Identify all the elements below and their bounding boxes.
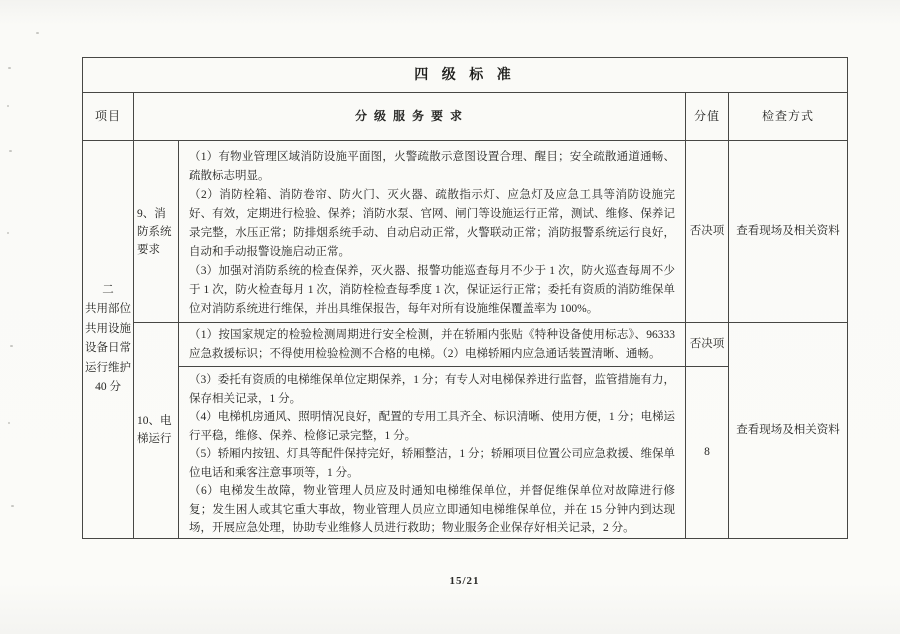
category-line: 40 分 (95, 381, 121, 394)
requirement-paragraph: （4）电梯机房通风、照明情况良好，配置的专用工具齐全、标识清晰、使用方便，1 分；电梯运行平稳，维修、保养、检修记录完整，1 分。 (189, 411, 675, 442)
requirements-fire-system (179, 141, 686, 323)
table-title-row (83, 58, 848, 93)
category-line: 共用设施 (85, 322, 131, 335)
table-header-row (83, 93, 848, 141)
scan-speck (7, 232, 9, 234)
category-line: 共用部位 (85, 303, 131, 316)
subitem-elevator: 10、电梯运行 (134, 323, 179, 539)
column-header-item: 项目 (83, 93, 134, 141)
column-header-requirements: 分 级 服 务 要 求 (134, 93, 686, 141)
requirements-elevator-veto (179, 323, 686, 367)
category-line: 设备日常 (85, 342, 131, 355)
requirement-paragraph: （5）轿厢内按钮、灯具等配件保持完好，轿厢整洁，1 分；轿厢项目位置公司应急救援、维保单位电话和乘客注意事项等，1 分。 (189, 448, 675, 479)
method-fire-system: 查看现场及相关资料 (729, 141, 848, 323)
requirement-paragraph: （1）有物业管理区域消防设施平面图，火警疏散示意图设置合理、醒目；安全疏散通道通畅、疏散标志明显。 (189, 151, 675, 182)
scan-speck (11, 505, 14, 507)
scan-speck (9, 150, 12, 152)
score-elevator-points: 8 (686, 367, 729, 539)
scan-speck (36, 32, 39, 34)
score-fire-system: 否决项 (686, 141, 729, 323)
scan-speck (8, 67, 11, 69)
requirement-paragraph: （3）委托有资质的电梯维保单位定期保养，1 分；有专人对电梯保养进行监督，监管措施有力，保存相关记录，1 分。 (189, 374, 675, 405)
category-line: 二 (102, 283, 114, 296)
requirement-paragraph: （1）按国家规定的检验检测周期进行安全检测，并在轿厢内张贴《特种设备使用标志》、96333 应急救援标识；不得使用检验检测不合格的电梯。（2）电梯轿厢内应急通话装置清晰、通畅。 (189, 329, 675, 360)
requirement-paragraph: （6）电梯发生故障，物业管理人员应及时通知电梯维保单位，并督促维保单位对故障进行修复；发生困人或其它重大事故，物业管理人员应立即通知电梯维保单位，并在 15 分钟内到达现场，开展应急处理，协助专业维修人员进行救助；物业服务企业保存好相关记录，2 分。 (189, 485, 675, 534)
page-number: 15/21 (449, 575, 480, 587)
table-title: 四 级 标 准 (83, 58, 848, 93)
subitem-fire-system: 9、消防系统要求 (134, 141, 179, 323)
score-elevator-veto: 否决项 (686, 323, 729, 367)
table-row-elevator-sub1 (83, 323, 848, 367)
scan-speck (7, 105, 9, 107)
method-elevator: 查看现场及相关资料 (729, 323, 848, 539)
table-row-fire-system (83, 141, 848, 323)
requirement-paragraph: （2）消防栓箱、消防卷帘、防火门、灭火器、疏散指示灯、应急灯及应急工具等消防设施完好、有效，定期进行检验、保养；消防水泵、官网、闸门等设施运行正常，测试、维修、保养记录完整，水压正常；防排烟系统手动、自动启动正常，火警联动正常；消防报警系统运行良好，自动和手动报警设施启动正常。 (189, 189, 675, 258)
column-header-score: 分值 (686, 93, 729, 141)
scan-speck (10, 345, 13, 347)
category-line: 运行维护 (85, 361, 131, 374)
category-cell (83, 141, 134, 539)
requirement-paragraph: （3）加强对消防系统的检查保养，灭火器、报警功能巡查每月不少于 1 次，防火巡查每周不少于 1 次，防火检查每月 1 次，消防栓检查每季度 1 次，保证运行正常；委托有资质的消防维保单位对消防系统进行维保，并出具维保报告，每年对所有设施维保覆盖率为 100%。 (189, 265, 675, 315)
requirements-elevator-scored (179, 367, 686, 539)
grading-standard-table (82, 57, 848, 539)
scan-speck (8, 422, 10, 424)
column-header-method: 检查方式 (729, 93, 848, 141)
